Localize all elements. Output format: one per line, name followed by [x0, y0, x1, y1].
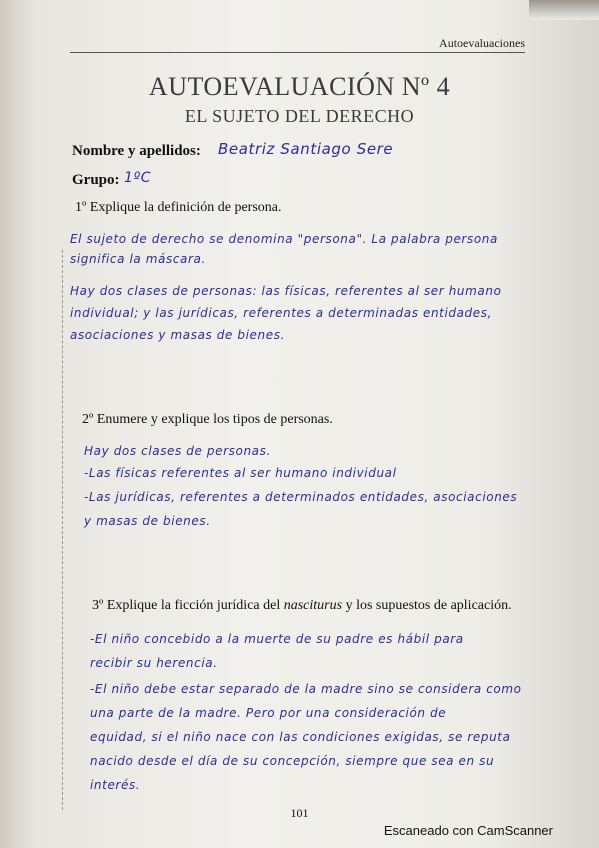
page-subtitle: EL SUJETO DEL DERECHO — [184, 106, 415, 126]
group-label: Grupo: — [72, 172, 120, 188]
margin-dash-line — [62, 250, 63, 810]
name-label: Nombre y apellidos: — [72, 143, 201, 159]
answer-3-line: equidad, si el niño nace con las condiciones exigidas, se reputa — [90, 730, 511, 744]
page-title: AUTOEVALUACIÓN Nº 4 — [148, 72, 451, 101]
question-1: 1º Explique la definición de persona. — [75, 200, 282, 215]
header-rule — [70, 52, 525, 53]
answer-2-line: y masas de bienes. — [84, 514, 211, 528]
answer-2-line: -Las físicas referentes al ser humano individual — [84, 466, 397, 480]
answer-3-line: recibir su herencia. — [90, 656, 218, 670]
answer-3-line: una parte de la madre. Pero por una consideración de — [90, 706, 447, 720]
answer-1-line: asociaciones y masas de bienes. — [70, 328, 285, 342]
group-value: 1ºC — [124, 170, 152, 186]
question-2: 2º Enumere y explique los tipos de personas. — [82, 412, 333, 427]
page-number: 101 — [290, 806, 309, 820]
answer-3-line: nacido desde el día de su concepción, siempre que sea en su — [90, 754, 495, 768]
answer-1-line: individual; y las jurídicas, referentes a determinadas entidades, — [70, 306, 493, 320]
answer-1-line: significa la máscara. — [70, 252, 206, 266]
scan-edge-shadow — [529, 0, 599, 20]
answer-2-line: -Las jurídicas, referentes a determinados entidades, asociaciones — [84, 490, 518, 504]
answer-1-line: El sujeto de derecho se denomina "persona". La palabra persona — [70, 232, 498, 246]
answer-3-line: interés. — [90, 778, 141, 792]
name-value: Beatriz Santiago Sere — [218, 140, 394, 158]
question-3: 3º Explique la ficción jurídica del nasciturus y los supuestos de aplicación. — [92, 598, 512, 613]
running-head: Autoevaluaciones — [439, 36, 525, 50]
answer-3-line: -El niño debe estar separado de la madre sino se considera como — [90, 682, 522, 696]
answer-2-line: Hay dos clases de personas. — [84, 444, 271, 458]
answer-3-line: -El niño concebido a la muerte de su padre es hábil para — [90, 632, 464, 646]
scanner-watermark: Escaneado con CamScanner — [383, 823, 553, 838]
answer-1-line: Hay dos clases de personas: las físicas, referentes al ser humano — [70, 284, 502, 298]
